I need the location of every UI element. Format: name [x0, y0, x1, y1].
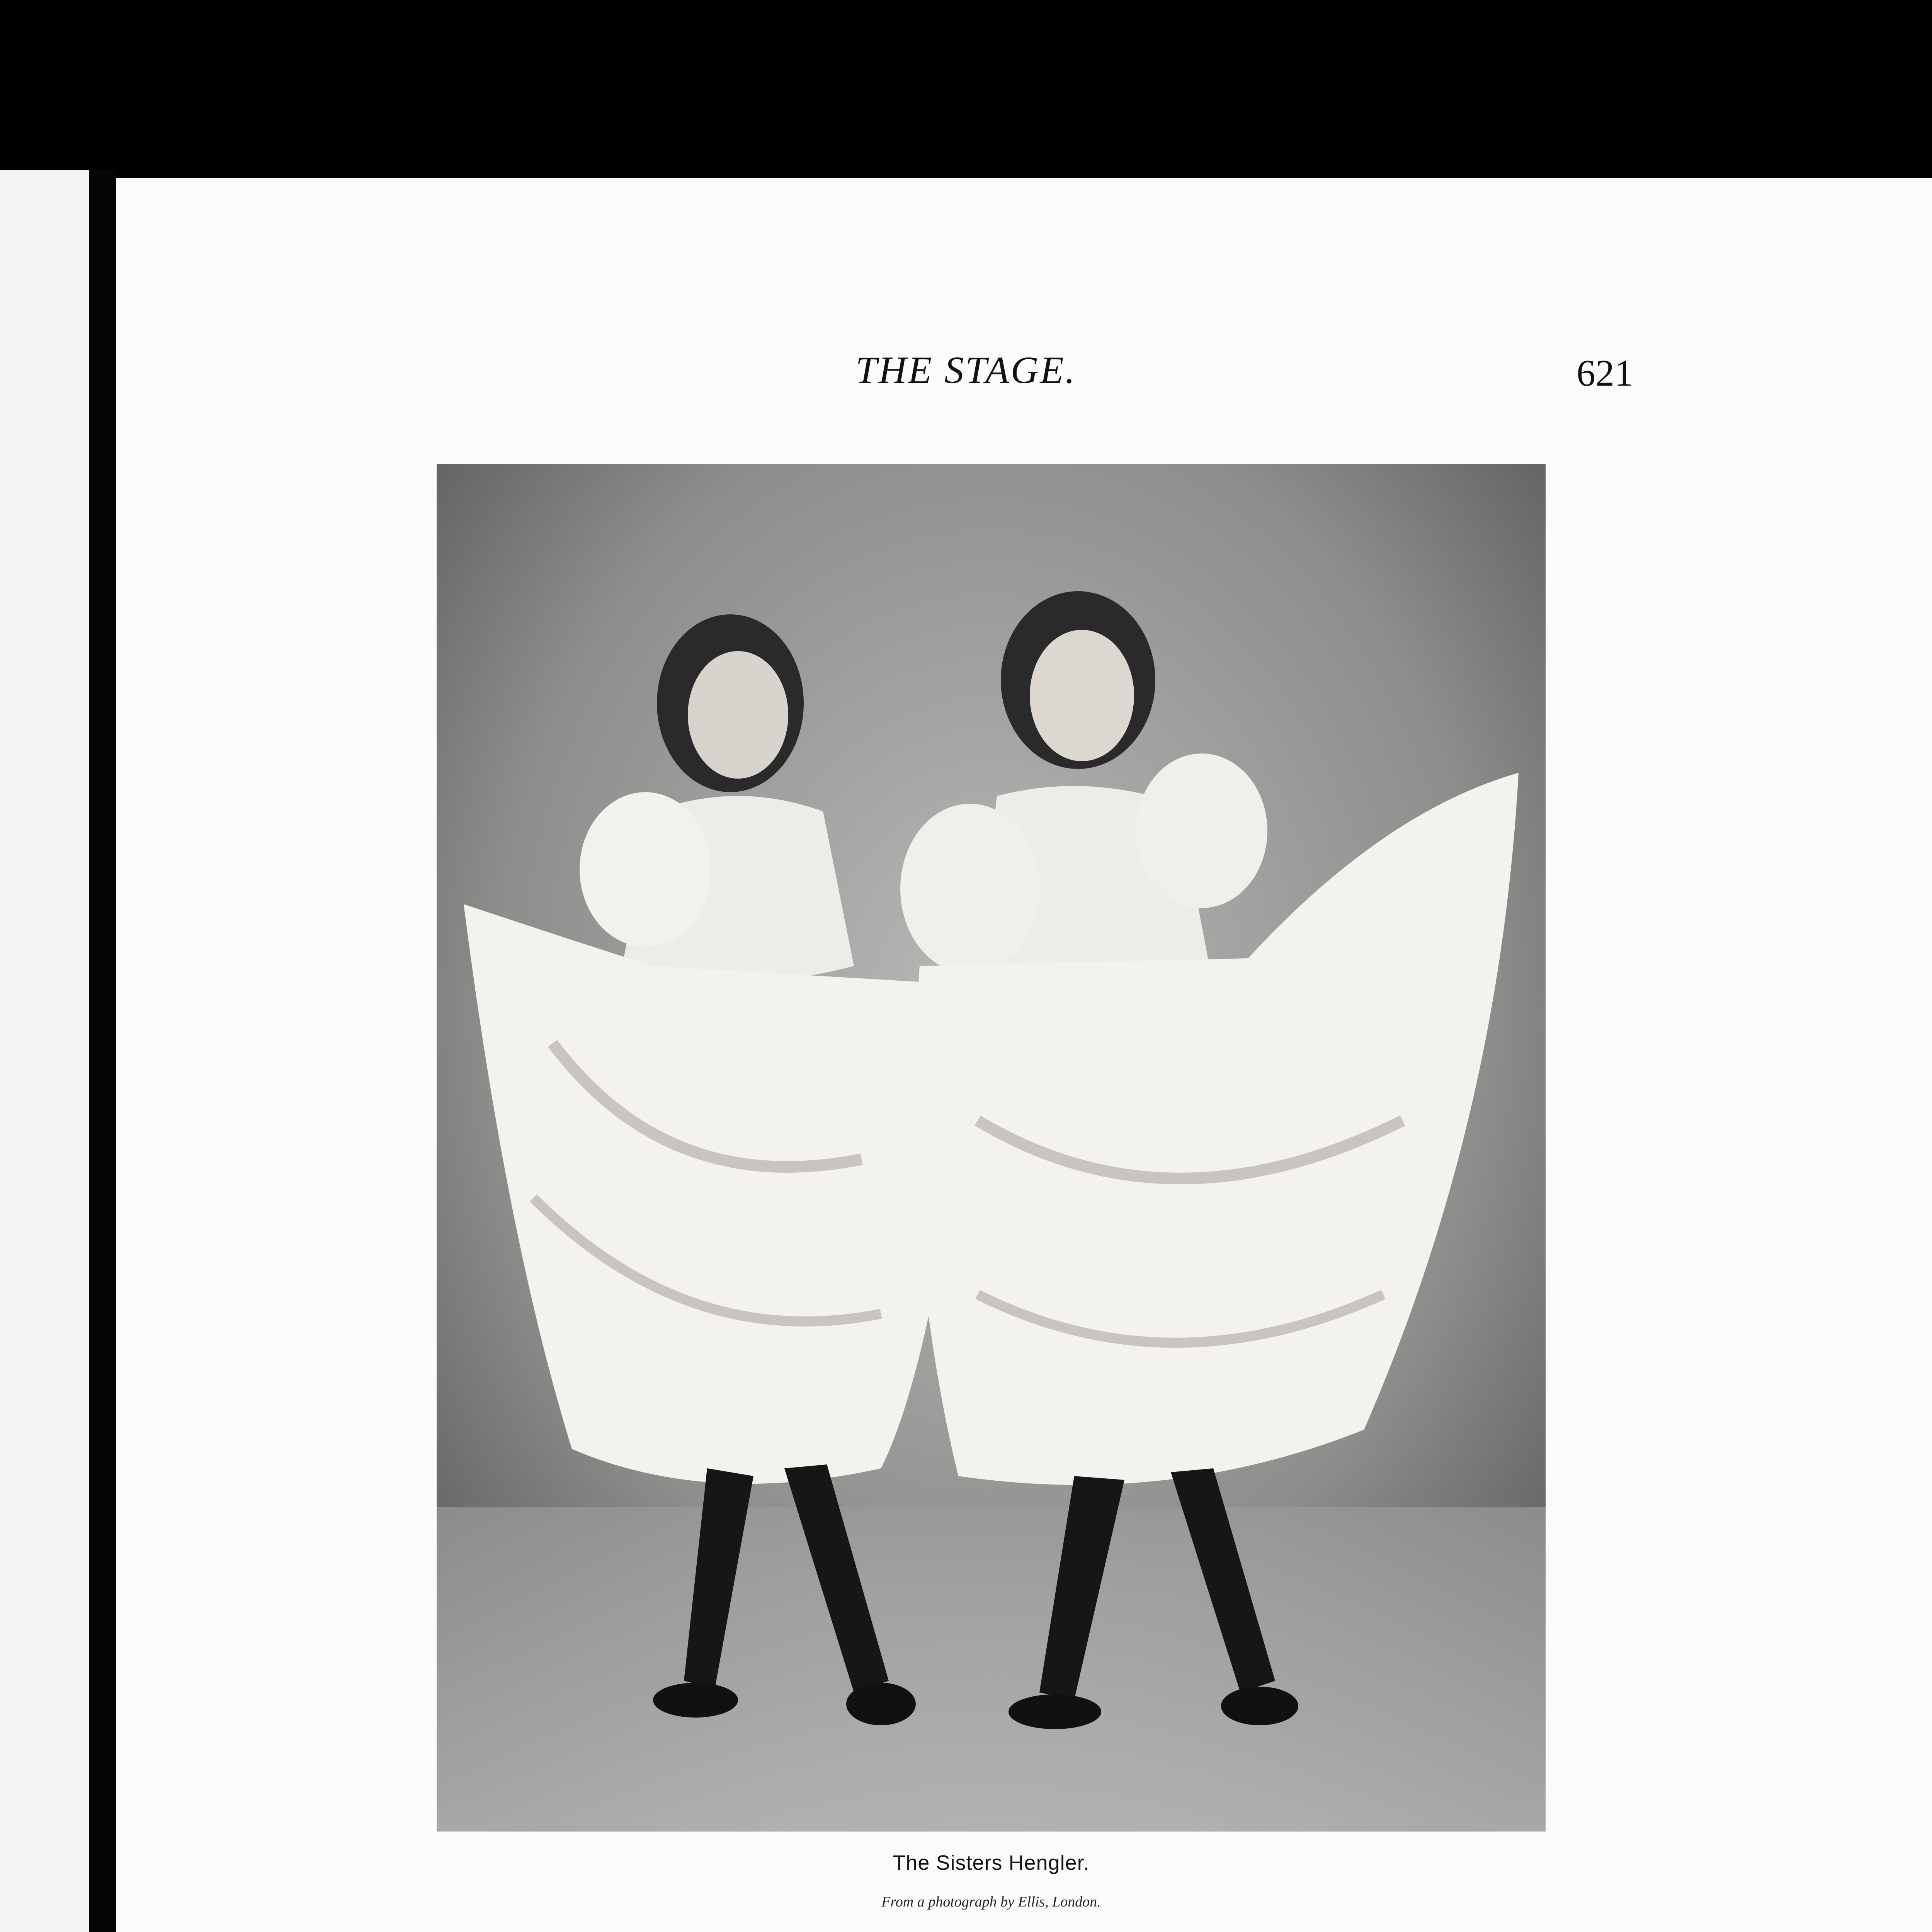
photo-credit: From a photograph by Ellis, London. [881, 1894, 1101, 1910]
previous-page-edge [0, 170, 89, 1932]
figure-caption: The Sisters Hengler. [893, 1851, 1090, 1874]
photo-illustration [437, 464, 1546, 1832]
photograph-two-dancers-icon [437, 464, 1546, 1832]
running-title: THE STAGE. [855, 349, 1077, 391]
book-gutter [89, 170, 116, 1932]
page-number: 621 [1577, 352, 1633, 394]
